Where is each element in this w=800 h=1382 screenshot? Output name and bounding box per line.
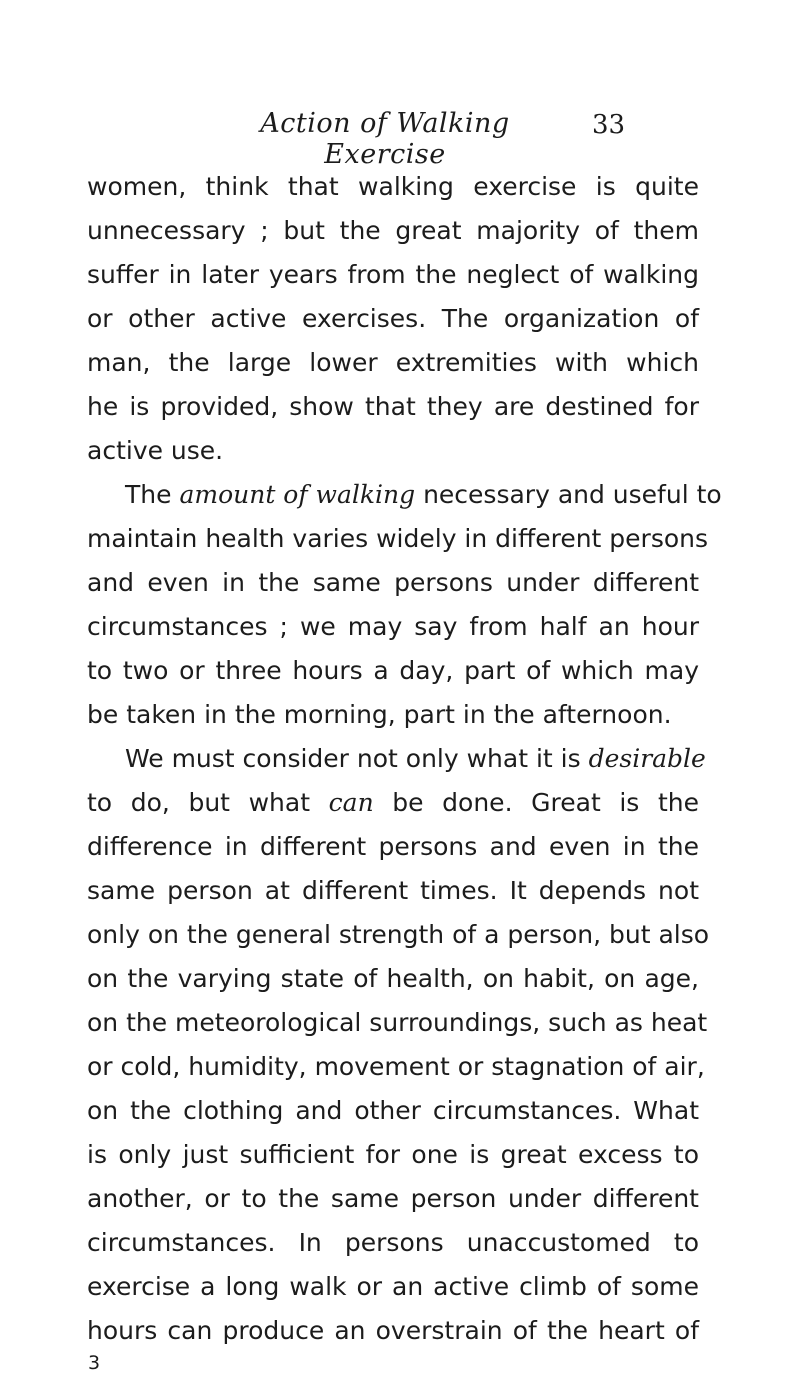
text-span: same person at different times. It depends not <box>87 876 699 905</box>
text-line <box>87 1008 708 1038</box>
text-span: he is provided, show that they are destined for <box>87 392 699 421</box>
text-span: or cold, humidity, movement or stagnation of air, <box>87 1052 705 1081</box>
text-line <box>87 348 699 378</box>
text-span: exercise a long walk or an active climb of some <box>87 1272 699 1301</box>
text-span: circumstances ; we may say from half an hour <box>87 612 699 641</box>
text-line <box>87 568 699 598</box>
text-span: women, think that walking exercise is quite <box>87 172 699 201</box>
text-line <box>125 744 706 774</box>
text-span: maintain health varies widely in different persons <box>87 524 709 553</box>
text-span: unnecessary ; but the great majority of them <box>87 216 699 245</box>
text-line <box>87 172 699 202</box>
text-span: active use. <box>87 436 224 465</box>
text-line <box>87 832 699 862</box>
text-line <box>87 1228 699 1258</box>
emphasis-text: desirable <box>588 744 706 773</box>
text-span: be taken in the morning, part in the afternoon. <box>87 700 672 729</box>
text-span: be done. Great is the <box>373 788 699 817</box>
text-line <box>87 700 672 730</box>
text-line <box>87 524 709 554</box>
text-span: We must consider not only what it is <box>125 744 589 773</box>
page-number: 33 <box>592 110 626 140</box>
text-line <box>87 216 699 246</box>
text-line <box>87 1184 699 1214</box>
text-line <box>87 656 699 686</box>
text-span: to do, but what <box>87 788 329 817</box>
text-span: is only just sufficient for one is great excess to <box>87 1140 699 1169</box>
text-span: only on the general strength of a person, but also <box>87 920 710 949</box>
text-line <box>87 612 699 642</box>
emphasis-text: amount of walking <box>179 480 416 509</box>
text-line <box>87 1052 705 1082</box>
text-span: another, or to the same person under different <box>87 1184 699 1213</box>
text-line <box>87 436 223 466</box>
text-span: on the clothing and other circumstances. What <box>87 1096 699 1125</box>
emphasis-text: can <box>328 788 374 817</box>
text-line <box>87 1272 699 1302</box>
text-span: necessary and useful to <box>415 480 722 509</box>
text-span: or other active exercises. The organization of <box>87 304 699 333</box>
text-span: circumstances. In persons unaccustomed to <box>87 1228 699 1257</box>
text-line <box>87 1140 699 1170</box>
text-line <box>87 1316 699 1346</box>
text-line <box>87 260 699 290</box>
text-span: to two or three hours a day, part of which may <box>87 656 699 685</box>
text-span: on the meteorological surroundings, such as heat <box>87 1008 708 1037</box>
text-line <box>87 392 699 422</box>
text-span: on the varying state of health, on habit, on age, <box>87 964 699 993</box>
text-line <box>87 964 699 994</box>
text-span: The <box>125 480 180 509</box>
signature-mark: 3 <box>88 1352 101 1374</box>
text-line <box>87 876 699 906</box>
text-span: suffer in later years from the neglect of walking <box>87 260 699 289</box>
text-line <box>125 480 722 510</box>
text-line <box>87 1096 699 1126</box>
text-span: and even in the same persons under different <box>87 568 699 597</box>
text-line <box>87 304 699 334</box>
text-line <box>87 920 710 950</box>
text-span: hours can produce an overstrain of the heart of <box>87 1316 699 1345</box>
text-span: difference in different persons and even in the <box>87 832 699 861</box>
text-span: man, the large lower extremities with which <box>87 348 699 377</box>
text-line <box>87 788 699 818</box>
running-head-title: Action of Walking Exercise <box>260 108 510 170</box>
